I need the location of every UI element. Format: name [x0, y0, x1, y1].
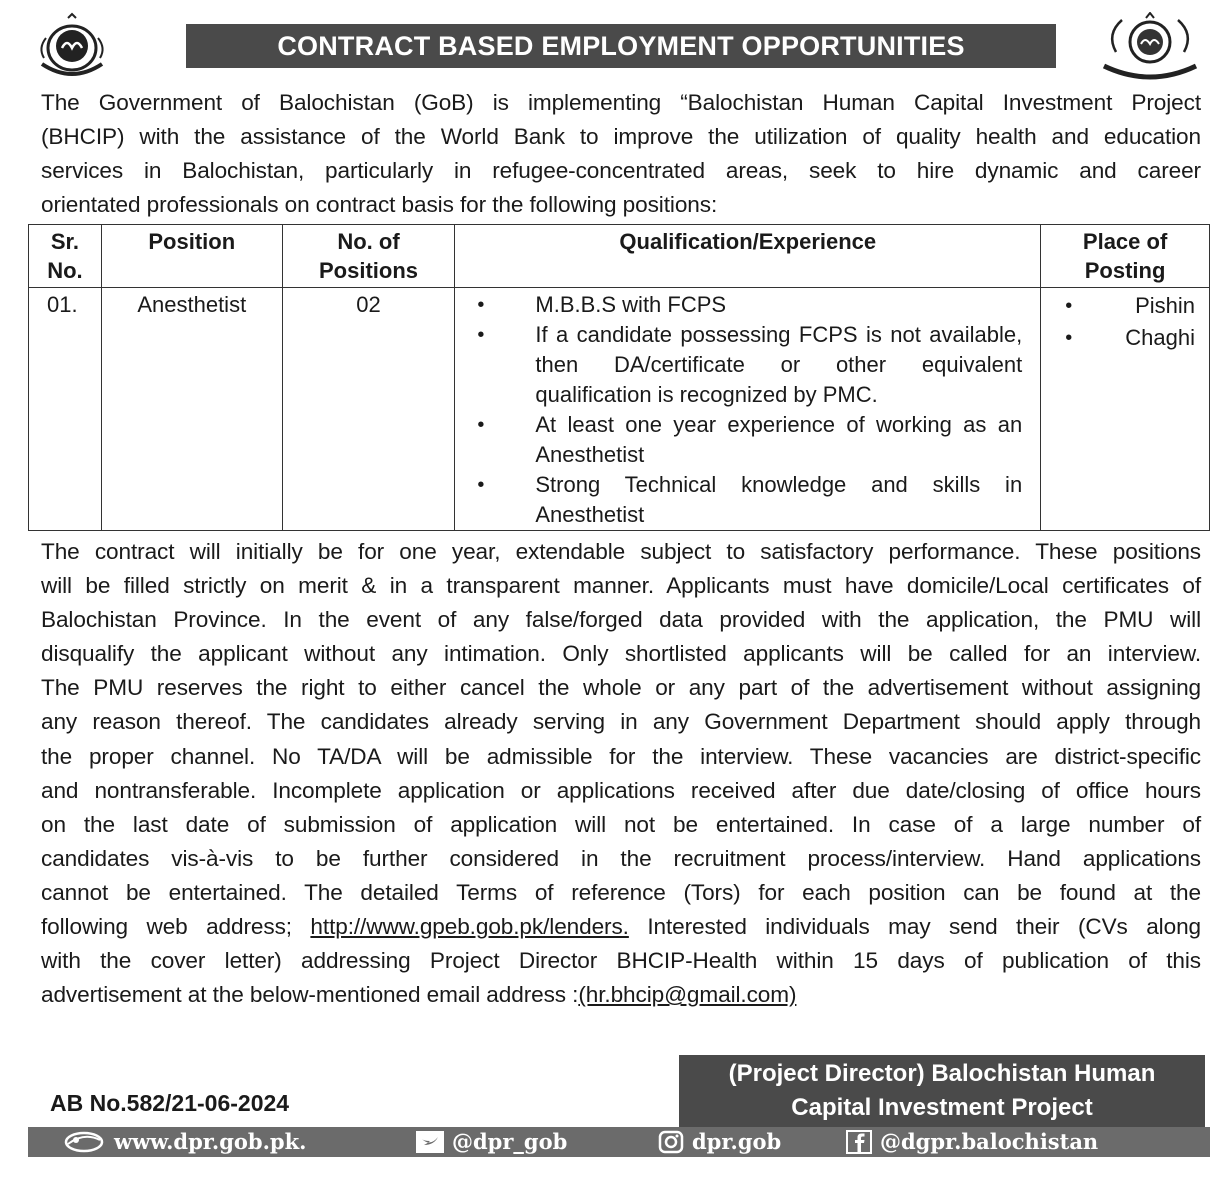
body-line: will be filled strictly on merit & in a transparent manner. Applicants must have domicile/Local certificates of — [41, 573, 1201, 599]
body-line: and nontransferable. Incomplete application or applications received after due date/closing of office hours — [41, 777, 1201, 803]
qualification-item: • M.B.B.S with FCPS — [477, 290, 1022, 320]
footer-website-text: www.dpr.gob.pk. — [114, 1129, 307, 1154]
table-header-row — [29, 225, 1210, 288]
footer-social-bar — [28, 1127, 1210, 1157]
intro-line: orientated professionals on contract basis for the following positions: — [41, 192, 718, 217]
signature-line: (Project Director) Balochistan Human — [728, 1060, 1156, 1087]
ab-number: AB No.582/21-06-2024 — [50, 1090, 290, 1116]
qualification-item: • At least one year experience of working as an Anesthetist — [477, 410, 1022, 470]
row-sr-no: 01. — [29, 288, 102, 531]
twitter-icon — [416, 1131, 444, 1153]
terms-paragraph — [41, 535, 1201, 1012]
place-item: • Chaghi — [1065, 322, 1195, 354]
table-row — [29, 288, 1210, 531]
facebook-icon — [846, 1130, 872, 1154]
footer-twitter-text: @dpr_gob — [452, 1129, 568, 1154]
qualification-item: • Strong Technical knowledge and skills in Anesthetist — [477, 470, 1022, 530]
footer-twitter[interactable] — [416, 1127, 567, 1157]
row-qualifications — [455, 288, 1041, 531]
body-line: disqualify the applicant without any intimation. Only shortlisted applicants will be called for an interview. — [41, 641, 1201, 667]
body-line-with-email — [41, 978, 1201, 1012]
globe-icon — [62, 1130, 106, 1154]
intro-line: The Government of Balochistan (GoB) is implementing “Balochistan Human Capital Investment Project — [41, 90, 1201, 115]
row-places — [1041, 288, 1210, 531]
tor-link[interactable]: http://www.gpeb.gob.pk/lenders. — [310, 914, 629, 940]
header-place-of-posting: Place of Posting — [1041, 225, 1210, 288]
positions-table — [28, 224, 1210, 531]
body-line: on the last date of submission of application will not be entertained. In case of a large number of — [41, 811, 1201, 837]
body-line: candidates vis-à-vis to be further considered in the recruitment process/interview. Hand applications — [41, 845, 1201, 871]
intro-paragraph — [41, 86, 1201, 222]
email-prefix: advertisement at the below-mentioned email address : — [41, 982, 579, 1008]
body-line: with the cover letter) addressing Project Director BHCIP-Health within 15 days of publication of this — [41, 948, 1201, 974]
body-line: the proper channel. No TA/DA will be admissible for the interview. These vacancies are district-specific — [41, 743, 1201, 769]
link-prefix: following web address; — [41, 914, 311, 940]
footer-website[interactable] — [62, 1127, 306, 1157]
body-line: any reason thereof. The candidates already serving in any Government Department should apply through — [41, 709, 1201, 735]
qualification-item: • If a candidate possessing FCPS is not available, then DA/certificate or other equivalent qualification is recognized by PMC. — [477, 320, 1022, 410]
footer-facebook[interactable] — [846, 1127, 1098, 1157]
body-line: The PMU reserves the right to either cancel the whole or any part of the advertisement without assigning — [41, 675, 1201, 701]
header-num-positions: No. of Positions — [282, 225, 455, 288]
place-item: • Pishin — [1065, 290, 1195, 322]
row-position: Anesthetist — [101, 288, 282, 531]
signature-line: Capital Investment Project — [791, 1094, 1093, 1121]
body-line-with-link — [41, 910, 1201, 944]
footer-instagram-text: dpr.gob — [692, 1129, 782, 1154]
body-line: Balochistan Province. In the event of any false/forged data provided with the application, the PMU will — [41, 607, 1201, 633]
body-line: The contract will initially be for one year, extendable subject to satisfactory performance. These positions — [41, 539, 1201, 564]
header-qualification: Qualification/Experience — [455, 225, 1041, 288]
header-sr-no: Sr. No. — [29, 225, 102, 288]
link-suffix: Interested individuals may send their (CVs along — [628, 914, 1202, 940]
signature-block — [679, 1055, 1205, 1127]
header-position: Position — [101, 225, 282, 288]
page-title: CONTRACT BASED EMPLOYMENT OPPORTUNITIES — [186, 24, 1056, 68]
footer-instagram[interactable] — [658, 1127, 781, 1157]
body-line: cannot be entertained. The detailed Terms of reference (Tors) for each position can be found at the — [41, 879, 1201, 905]
instagram-icon — [658, 1130, 684, 1154]
row-num-positions: 02 — [282, 288, 455, 531]
footer-facebook-text: @dgpr.balochistan — [880, 1129, 1099, 1154]
intro-line: services in Balochistan, particularly in refugee-concentrated areas, seek to hire dynamic and career — [41, 158, 1201, 183]
balochistan-government-emblem-icon — [34, 12, 110, 82]
balochistan-crest-icon — [1096, 12, 1204, 84]
email-link[interactable]: (hr.bhcip@gmail.com) — [578, 982, 797, 1008]
intro-line: (BHCIP) with the assistance of the World Bank to improve the utilization of quality health and education — [41, 124, 1201, 149]
